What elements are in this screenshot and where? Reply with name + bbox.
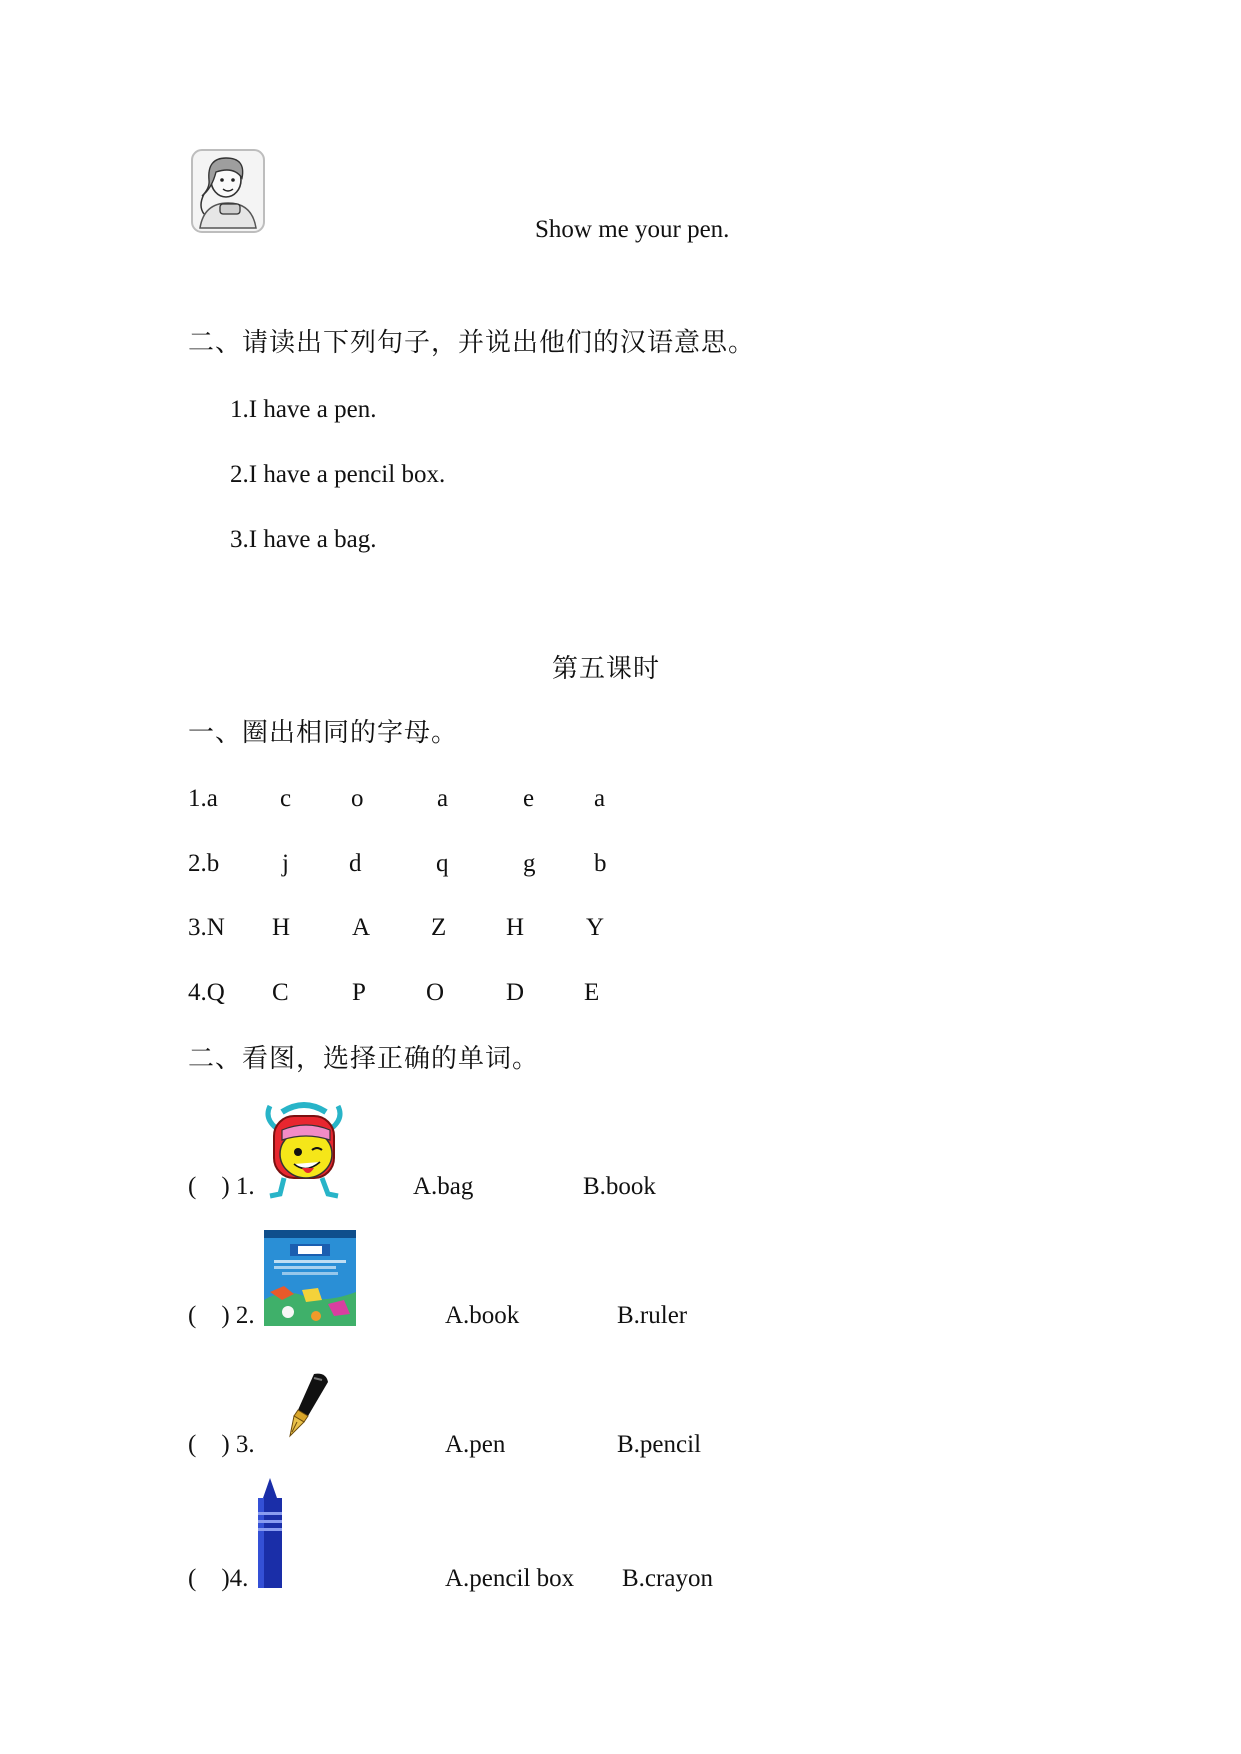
letter-row-4-label: 4.Q: [188, 979, 225, 1006]
question-2-option-a[interactable]: A.book: [445, 1302, 520, 1329]
show-me-your-pen-caption: Show me your pen.: [535, 216, 730, 243]
girl-illustration: [190, 148, 266, 234]
letter-cell: g: [523, 850, 536, 877]
question-1-label: ( ) 1.: [188, 1173, 255, 1200]
section-look-and-choose-heading: 二、看图，选择正确的单词。: [188, 1044, 540, 1074]
question-3-option-a[interactable]: A.pen: [445, 1431, 506, 1458]
question-3-label: ( ) 3.: [188, 1431, 255, 1458]
letter-cell: A: [352, 914, 371, 941]
letter-cell: a: [594, 785, 606, 812]
fountain-pen-image: [284, 1370, 334, 1440]
letter-cell: O: [426, 979, 445, 1006]
letter-cell: Y: [586, 914, 605, 941]
letter-cell: b: [594, 850, 607, 877]
crayon-image: [255, 1478, 285, 1588]
letter-cell: H: [272, 914, 291, 941]
letter-cell: D: [506, 979, 525, 1006]
question-2-label: ( ) 2.: [188, 1302, 255, 1329]
backpack-image: [262, 1100, 346, 1200]
letter-cell: e: [523, 785, 535, 812]
sentence-item: 2.I have a pencil box.: [230, 461, 446, 488]
sentence-item: 1.I have a pen.: [230, 396, 377, 423]
letter-cell: H: [506, 914, 525, 941]
question-1-option-a[interactable]: A.bag: [413, 1173, 474, 1200]
letter-cell: c: [280, 785, 292, 812]
question-3-option-b[interactable]: B.pencil: [617, 1431, 702, 1458]
section-circle-letters-heading: 一、圈出相同的字母。: [188, 718, 459, 748]
letter-cell: q: [436, 850, 449, 877]
question-4-option-b[interactable]: B.crayon: [622, 1565, 713, 1592]
letter-cell: P: [352, 979, 366, 1006]
letter-cell: d: [349, 850, 362, 877]
question-2-option-b[interactable]: B.ruler: [617, 1302, 688, 1329]
question-1-option-b[interactable]: B.book: [583, 1173, 656, 1200]
letter-cell: j: [282, 850, 289, 877]
question-4-label: ( )4.: [188, 1565, 249, 1592]
lesson-title: 第五课时: [552, 654, 661, 684]
question-4-option-a[interactable]: A.pencil box: [445, 1565, 575, 1592]
section-read-sentences-heading: 二、请读出下列句子，并说出他们的汉语意思。: [188, 328, 756, 358]
letter-cell: E: [584, 979, 600, 1006]
sentence-item: 3.I have a bag.: [230, 526, 377, 553]
letter-row-3-label: 3.N: [188, 914, 225, 941]
letter-row-2-label: 2.b: [188, 850, 220, 877]
book-image: [264, 1230, 356, 1326]
letter-cell: a: [437, 785, 449, 812]
letter-row-1-label: 1.a: [188, 785, 218, 812]
letter-cell: Z: [431, 914, 447, 941]
letter-cell: o: [351, 785, 364, 812]
letter-cell: C: [272, 979, 289, 1006]
